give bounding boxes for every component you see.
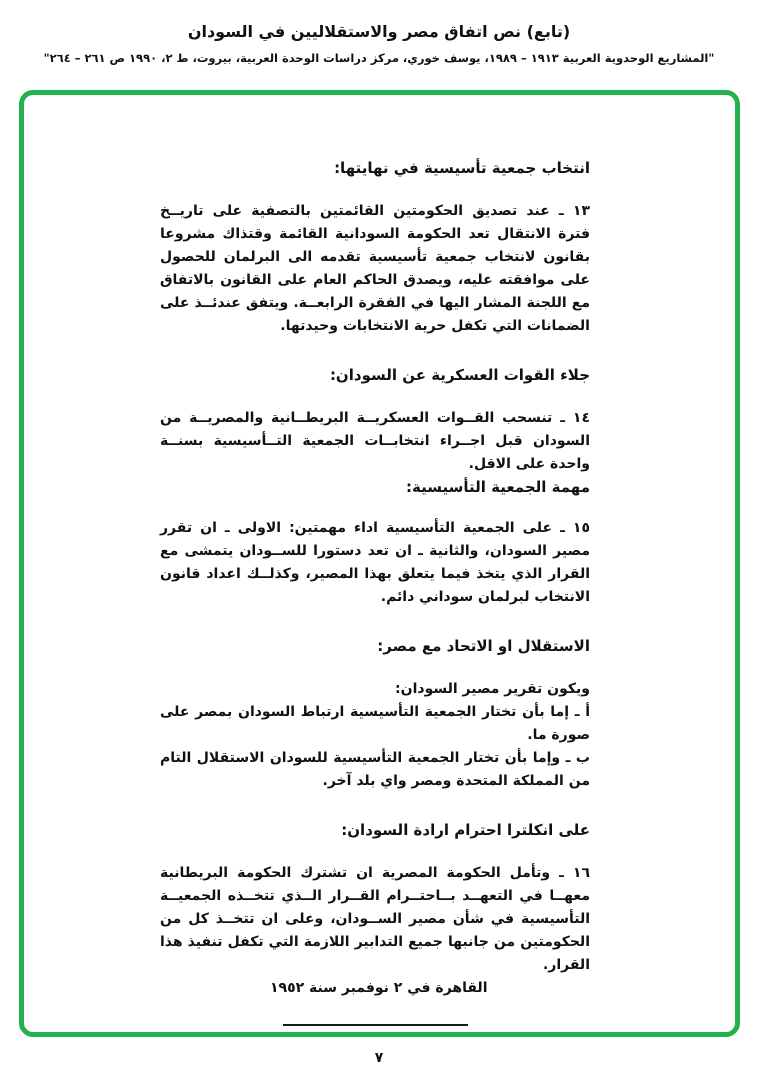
page-header [0, 0, 758, 65]
document-body [160, 157, 590, 1026]
paragraph-destiny-intro: ويكون تقرير مصير السودان: [395, 681, 590, 697]
section-heading-assembly-mission: مهمة الجمعية التأسيسية: [406, 478, 590, 496]
page-footer [0, 1047, 758, 1066]
end-divider-rule [283, 1024, 468, 1026]
dateline-cairo: القاهرة في ٢ نوفمبر سنة ١٩٥٢ [270, 980, 488, 996]
section-heading-independence-or-union: الاستقلال او الاتحاد مع مصر: [377, 637, 590, 655]
section-heading-constituent-assembly-election: انتخاب جمعية تأسيسية في نهايتها: [334, 159, 590, 177]
paragraph-15: ١٥ ـ على الجمعية التأسيسية اداء مهمتين: الاولى ـ ان تقرر مصير السودان، والثانية ـ ان تعد دستورا للســودان يتمشى مع القرار الذي يتخذ فيما يتعلق بهذا المصير، وكذلــك اعداد قانون الانتخاب لبرلمان سوداني دائم. [160, 520, 590, 605]
section-heading-military-evacuation: جلاء القوات العسكرية عن السودان: [329, 366, 590, 384]
paragraph-16: ١٦ ـ وتأمل الحكومة المصرية ان تشترك الحكومة البريطانية معهــا في التعهــد بــاحتــرام القــرار الــذي تتخــذه الجمعيــة التأسيسية في شأن مصير الســودان، وعلى ان تتخــذ كل من الحكومتين من جانبها جميع التدابير اللازمة التي تكفل تنفيذ هذا القرار. [160, 865, 590, 973]
document-title: (تابع) نص اتفاق مصر والاستقلاليين في السودان [187, 22, 571, 41]
paragraph-14: ١٤ ـ تنسحب القــوات العسكريــة البريطــانية والمصريــة من السودان قبل اجــراء انتخابــات الجمعية التــأسيسية بسنــة واحدة على الاقل. [160, 410, 590, 472]
paragraph-13: ١٣ ـ عند تصديق الحكومتين القائمتين بالتصفية على تاريــخ فترة الانتقال تعد الحكومة السودانية القائمة وقتذاك مشروعا بقانون لانتخاب جمعية تأسيسية تقدمه الى البرلمان للحصول على موافقته عليه، ويصدق الحاكم العام على القانون بالاتفاق مع اللجنة المشار اليها في الفقرة الرابعــة. ويتفق عندئــذ على الضمانات التي تكفل حرية الانتخابات وحيدتها. [160, 203, 590, 334]
document-green-frame [19, 90, 740, 1037]
list-item-a: أ ـ إما بأن تختار الجمعية التأسيسية ارتباط السودان بمصر على صورة ما. [160, 704, 590, 743]
source-citation: "المشاريع الوحدوية العربية ١٩١٣ – ١٩٨٩، يوسف خوري، مركز دراسات الوحدة العربية، بيروت، ط ٢، ١٩٩٠ ص ٢٦١ – ٢٦٤" [43, 51, 715, 65]
page-number: ٧ [374, 1050, 384, 1066]
list-item-b: ب ـ وإما بأن تختار الجمعية التأسيسية للسودان الاستقلال التام من المملكة المتحدة ومصر واي بلد آخر. [160, 750, 590, 789]
section-heading-england-respect-will: على انكلترا احترام ارادة السودان: [341, 821, 590, 839]
